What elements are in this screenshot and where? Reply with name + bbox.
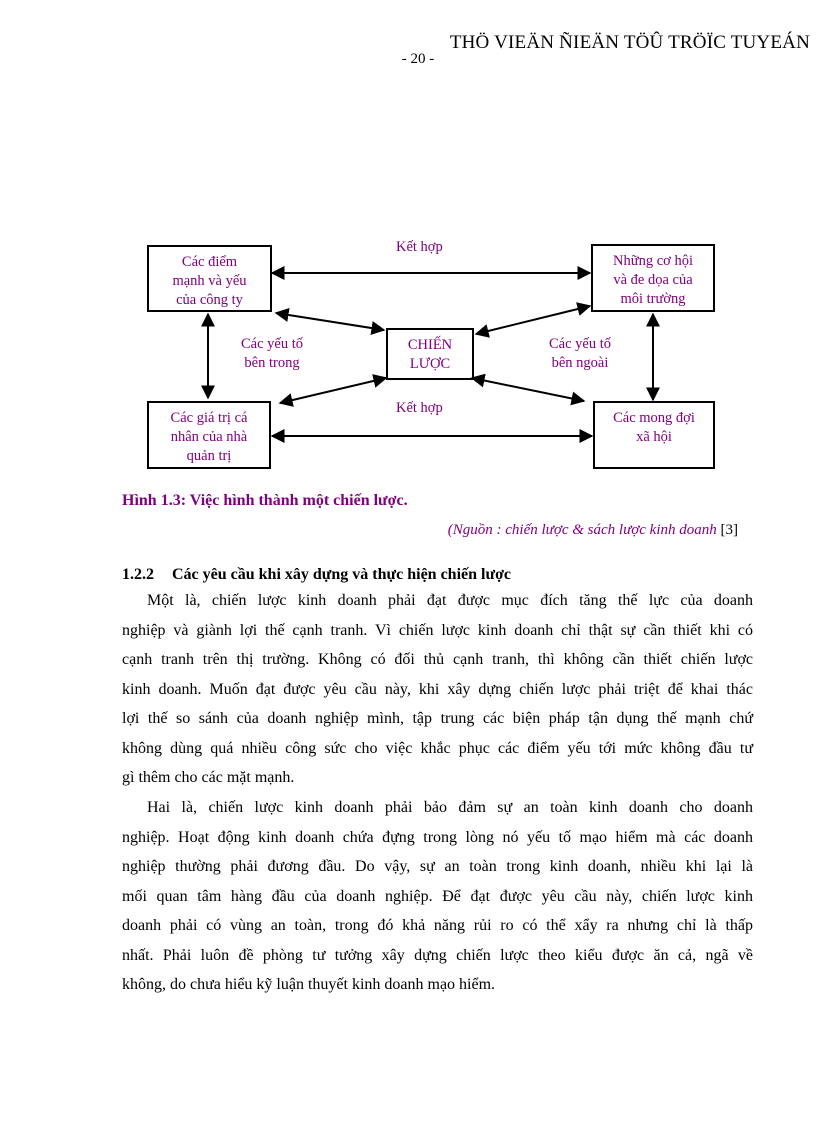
label-combine-top: Kết hợp [396, 239, 443, 255]
box-company-strengths-weaknesses: Các điểm mạnh và yếu của công ty [147, 245, 272, 312]
page-number: - 20 - [401, 51, 435, 67]
paragraph-1: Một là, chiến lược kinh doanh phải đạt được mục đích tăng thế lực của doanh nghiệp và giành lợi thế cạnh tranh. Vì chiến lược kinh doanh chỉ thật sự cần thiết khi có cạnh tranh trên thị trường. Không có đối thủ cạnh tranh, thì không cần thiết chiến lược kinh doanh. Muốn đạt được yêu cầu này, khi xây dựng chiến lược phải triệt để khai thác lợi thế so sánh của doanh nghiệp mình, tập trung các biện pháp tận dụng thế mạnh chứ không dùng quá nhiều công sức cho việc khắc phục các điểm yếu tới mức không đầu tư gì thêm cho các mặt mạnh. [122, 592, 753, 786]
header-title: THÖ VIEÄN ÑIEÄN TÖÛ TRÖÏC TUYEÁN [449, 32, 810, 53]
box-social-expectations: Các mong đợi xã hội [593, 401, 715, 469]
label-combine-bottom: Kết hợp [396, 400, 443, 416]
arrow-strategy-expectations [472, 378, 584, 401]
label-internal-factors: Các yếu tố bên trong [241, 336, 304, 371]
arrow-strategy-values [280, 378, 386, 403]
arrow-strategy-opportunities [476, 306, 590, 334]
figure-source: (Nguồn : chiến lược & sách lược kinh doanh [3] [447, 522, 738, 538]
box-manager-values: Các giá trị cá nhân của nhà quản trị [147, 401, 271, 469]
figure-caption: Hình 1.3: Việc hình thành một chiến lược. [122, 492, 408, 509]
section-heading: 1.2.2 Các yêu cầu khi xây dựng và thực hiện chiến lược [122, 566, 512, 583]
box-opportunities-threats: Những cơ hội và đe dọa của môi trường [591, 244, 715, 312]
arrow-strengths-strategy [276, 313, 384, 330]
paragraph-2: Hai là, chiến lược kinh doanh phải bảo đảm sự an toàn kinh doanh cho doanh nghiệp. Hoạt động kinh doanh chứa đựng trong lòng nó yếu tố mạo hiểm mà các doanh nghiệp thường phải đương đầu. Do vậy, sự an toàn trong kinh doanh, nhiều khi lại là mối quan tâm hàng đầu của doanh nghiệp. Để đạt được yêu cầu này, chiến lược kinh doanh phải có vùng an toàn, trong đó khả năng rủi ro có thể xẩy ra nhưng chỉ là thấp nhất. Phải luôn đề phòng tư tưởng xây dựng chiến lược theo kiểu được ăn cả, ngã về không, do chưa hiểu kỹ luận thuyết kinh doanh mạo hiểm. [122, 799, 753, 993]
box-strategy: CHIẾN LƯỢC [386, 328, 474, 380]
strategy-formation-diagram [0, 0, 816, 520]
label-external-factors: Các yếu tố bên ngoài [549, 336, 612, 371]
